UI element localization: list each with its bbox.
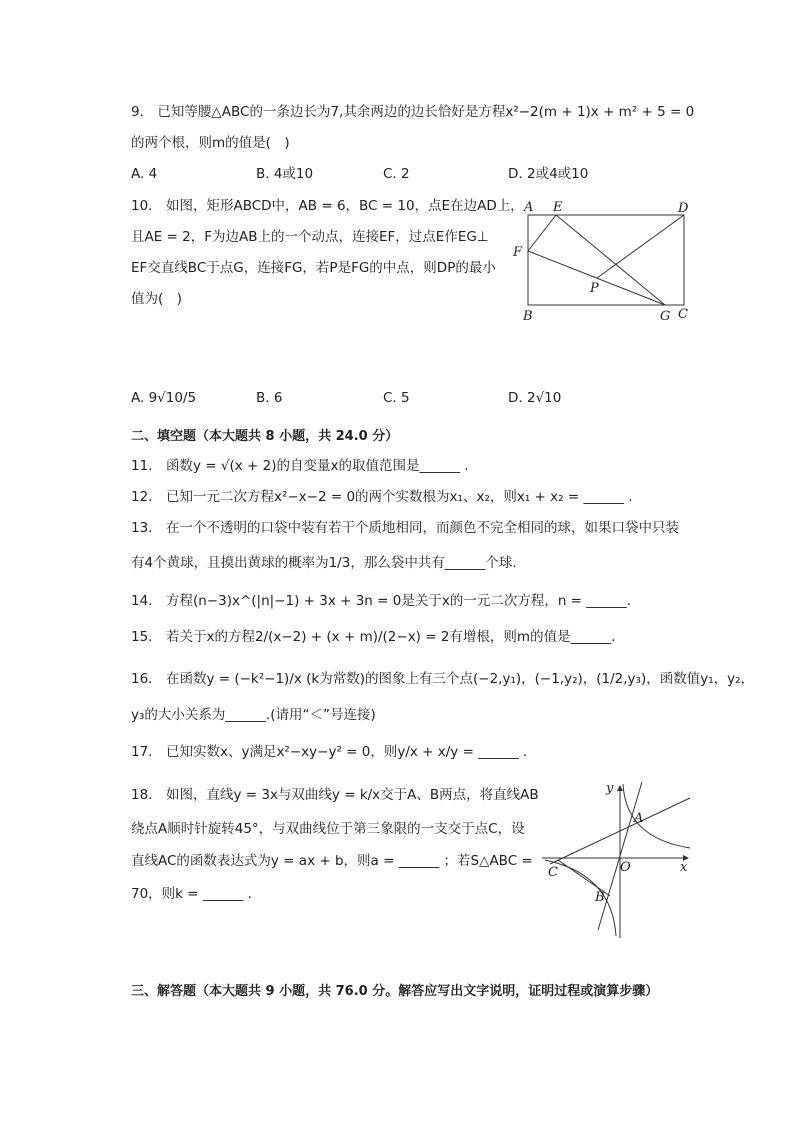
label-d: D: [678, 201, 689, 216]
segment-eg: [556, 215, 665, 305]
q18-line2: 绕点A顺时针旋转45°，与双曲线位于第三象限的一支交于点C，设: [131, 821, 525, 837]
label-x: x: [680, 860, 688, 875]
q9-line2: 的两个根，则m的值是( ): [131, 135, 290, 151]
segment-ef: [528, 215, 556, 251]
q10-line2: 且AE = 2，F为边AB上的一个动点，连接EF，过点E作EG⊥: [131, 229, 489, 245]
q10-option-c: C. 5: [383, 390, 410, 406]
section-3-heading: 三、解答题（本大题共 9 小题，共 76.0 分。解答应写出文字说明，证明过程或演算步骤）: [131, 984, 659, 999]
q15: 15. 若关于x的方程2/(x−2) + (x + m)/(2−x) = 2有增根，则m的值是______.: [131, 629, 616, 645]
label-b: B: [595, 890, 605, 905]
label-a: A: [634, 811, 644, 826]
label-y: y: [606, 781, 614, 796]
q13-line1: 13. 在一个不透明的口袋中装有若干个质地相同，而颜色不完全相同的球，如果口袋中只装: [131, 520, 679, 536]
segment-dp: [597, 215, 684, 278]
q17: 17. 已知实数x、y满足x²−xy−y² = 0，则y/x + x/y = ______ .: [131, 744, 528, 760]
q14: 14. 方程(n−3)x^(|n|−1) + 3x + 3n = 0是关于x的一元二次方程，n = ______.: [131, 593, 632, 609]
q9-option-d: D. 2或4或10: [508, 166, 589, 182]
label-f: F: [513, 245, 523, 260]
q10-option-b: B. 6: [256, 390, 283, 406]
hyperbola-figure: [540, 778, 695, 940]
label-g: G: [660, 309, 671, 324]
q11: 11. 函数y = √(x + 2)的自变量x的取值范围是______ .: [131, 458, 469, 474]
q9-option-b: B. 4或10: [256, 166, 314, 182]
q18-line4: 70，则k = ______ .: [131, 886, 252, 902]
label-b: B: [523, 309, 533, 324]
label-c: C: [678, 307, 688, 322]
label-p: P: [590, 281, 599, 296]
q9-option-a: A. 4: [131, 166, 158, 182]
q10-option-d: D. 2√10: [508, 390, 562, 406]
q16-line2: y₃的大小关系为______.(请用“＜”号连接): [131, 707, 376, 723]
q16-line1: 16. 在函数y = (−k²−1)/x (k为常数)的图象上有三个点(−2,y₁)，(−1,y₂)，(1/2,y₃)，函数值y₁，y₂，: [131, 671, 755, 687]
label-a: A: [524, 200, 534, 215]
q18-line3: 直线AC的函数表达式为y = ax + b，则a = ______ ；若S△ABC =: [131, 853, 533, 869]
q10-line1: 10. 如图，矩形ABCD中，AB = 6，BC = 10，点E在边AD上，: [131, 198, 524, 214]
section-2-heading: 二、填空题（本大题共 8 小题，共 24.0 分）: [131, 429, 399, 444]
label-c: C: [548, 865, 558, 880]
q18-line1: 18. 如图，直线y = 3x与双曲线y = k/x交于A、B两点，将直线AB: [131, 787, 539, 803]
q12: 12. 已知一元二次方程x²−x−2 = 0的两个实数根为x₁、x₂，则x₁ + x₂ = ______ .: [131, 489, 633, 505]
q10-line4: 值为( ): [131, 291, 183, 307]
q13-line2: 有4个黄球，且摸出黄球的概率为1/3，那么袋中共有______个球.: [131, 555, 517, 571]
q10-line3: EF交直线BC于点G，连接FG，若P是FG的中点，则DP的最小: [131, 260, 496, 276]
rectangle-figure: [510, 196, 700, 326]
label-o: O: [620, 860, 631, 875]
q9-option-c: C. 2: [383, 166, 410, 182]
q10-option-a: A. 9√10/5: [131, 390, 197, 406]
label-e: E: [553, 200, 563, 215]
segment-fg: [528, 251, 665, 305]
q9-line1: 9. 已知等腰△ABC的一条边长为7,其余两边的边长恰好是方程x²−2(m + 1)x + m² + 5 = 0: [131, 104, 695, 120]
